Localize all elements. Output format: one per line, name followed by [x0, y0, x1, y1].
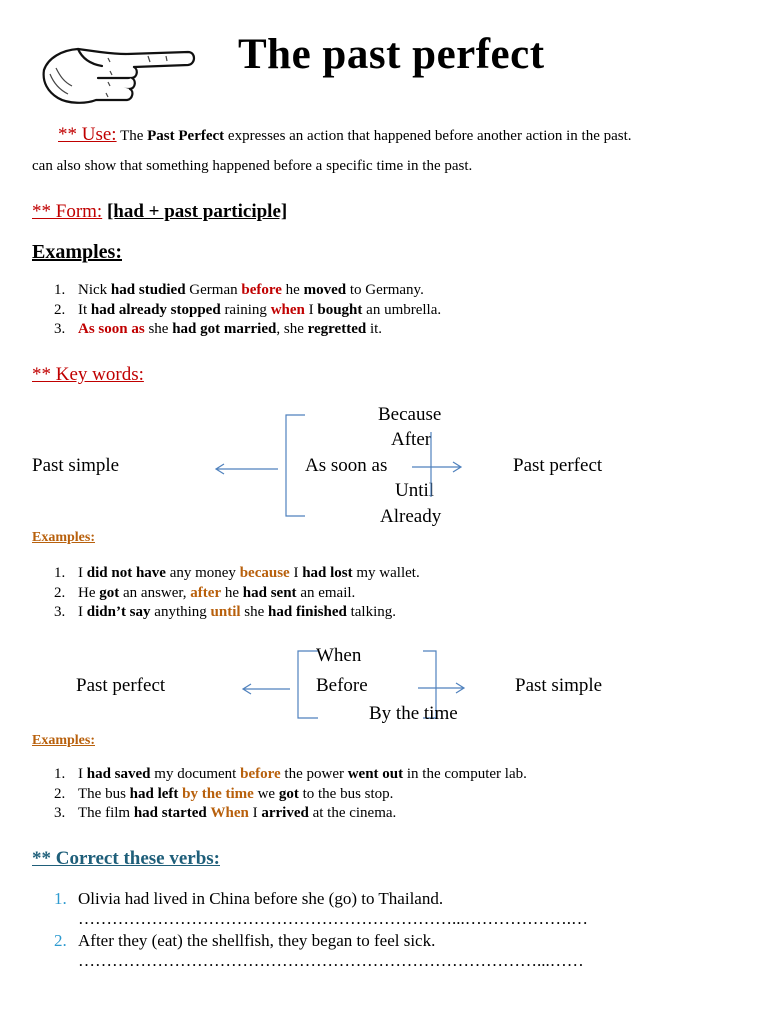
example-emphasis: had finished [268, 604, 347, 620]
example-text: to the bus stop. [298, 785, 394, 802]
example-emphasis: arrived [261, 805, 309, 821]
exercise-item: 2. After they (eat) the shellfish, they began to feel sick. [54, 931, 436, 950]
example-text: we [253, 785, 279, 802]
left-bracket [286, 415, 305, 516]
examples-subheading: Examples: [32, 530, 95, 545]
example-text: , she [276, 321, 308, 337]
example-text: an umbrella. [362, 301, 442, 318]
form-label: ** Form: [32, 201, 103, 222]
example-number: 1. [54, 282, 66, 298]
example-item [54, 565, 420, 585]
example-text: I [289, 565, 303, 581]
example-item [54, 805, 527, 825]
diagram1-word: Because [378, 404, 442, 425]
diagram1-word: Already [380, 506, 442, 527]
example-number: 1. [54, 565, 66, 581]
example-text: in the computer lab. [403, 766, 527, 782]
example-number: 2. [54, 785, 66, 802]
example-item [54, 585, 420, 605]
exercise-list [54, 889, 588, 973]
example-emphasis: had got married [172, 321, 277, 337]
example-text: to Germany. [346, 282, 424, 298]
correct-verbs-heading: ** Correct these verbs: [32, 848, 220, 869]
diagram2-word: When [316, 645, 362, 666]
example-text: any money [165, 565, 240, 581]
example-emphasis: had already stopped [90, 301, 221, 318]
right-arrow [418, 683, 464, 693]
left-arrow [243, 684, 290, 694]
example-item [54, 604, 420, 624]
diagram1-word: After [391, 429, 432, 450]
example-emphasis: bought [317, 301, 363, 318]
examples-heading: Examples: [32, 241, 122, 263]
example-text: he [281, 282, 304, 298]
diagram1-word: Until [395, 480, 435, 501]
example-emphasis: As soon as [78, 321, 145, 337]
example-text: she [240, 604, 269, 620]
example-text: an answer, [119, 584, 191, 601]
example-emphasis: had lost [302, 565, 353, 581]
example-text: my wallet. [352, 565, 420, 581]
example-item [54, 786, 527, 806]
example-text: I [78, 604, 87, 620]
example-emphasis: had studied [110, 282, 186, 298]
example-emphasis: had saved [86, 766, 151, 782]
example-emphasis: before [241, 282, 282, 298]
exercise-item: 1. Olivia had lived in China before she (go) to Thailand. [54, 889, 444, 908]
example-emphasis: before [240, 766, 281, 782]
example-emphasis: went out [347, 766, 404, 782]
example-item [54, 766, 527, 786]
term-past-perfect: Past Perfect [147, 128, 225, 144]
example-text: talking. [346, 604, 397, 620]
diagram1-left-label: Past simple [32, 455, 120, 476]
example-number: 2. [54, 301, 66, 318]
diagram2-left-label: Past perfect [76, 675, 166, 696]
example-emphasis: had sent [242, 584, 297, 601]
diagram2-word: Before [316, 675, 368, 696]
example-emphasis: had started [133, 805, 207, 821]
use-definition: ** Use: The Past Perfect expresses an action that happened before another action in the past. [58, 124, 632, 145]
page-title: The past perfect [238, 31, 545, 78]
example-number: 1. [54, 766, 66, 782]
example-emphasis: regretted [307, 321, 367, 337]
example-text: it. [366, 321, 383, 337]
example-emphasis: moved [303, 282, 347, 298]
example-text: the power [280, 766, 348, 782]
diagram2-right-label: Past simple [515, 675, 603, 696]
example-emphasis: when [270, 301, 305, 318]
key-words-heading: ** Key words: [32, 364, 144, 385]
example-text: he [221, 584, 243, 601]
example-text: at the cinema. [308, 805, 397, 821]
examples-subheading: Examples: [32, 733, 95, 748]
examples-list-2 [54, 565, 420, 624]
example-text: It [78, 301, 91, 318]
example-number: 3. [54, 805, 66, 821]
example-text: I [78, 565, 87, 581]
answer-blank[interactable]: …………………………………………………………...……………….… [78, 909, 588, 928]
diagram1-word: As soon as [305, 455, 388, 476]
example-text: The bus [78, 785, 130, 802]
example-emphasis: had left [129, 785, 179, 802]
example-text: an email. [296, 584, 356, 601]
diagram1-right-label: Past perfect [513, 455, 603, 476]
example-emphasis: got [278, 785, 299, 802]
example-emphasis: did not have [86, 565, 166, 581]
right-arrow [412, 462, 461, 472]
example-emphasis: until [210, 604, 241, 620]
example-text: I [304, 301, 318, 318]
diagram2-word: By the time [369, 703, 458, 724]
example-text: He [78, 584, 100, 601]
left-bracket [298, 651, 318, 718]
example-text: I [248, 805, 262, 821]
use-definition-continued: can also show that something happened before a specific time in the past. [32, 158, 473, 174]
example-text: my document [150, 766, 241, 782]
example-text: The film [78, 805, 134, 821]
answer-blank[interactable]: ………………………………………………………………………...…… [78, 951, 584, 970]
examples-list-3 [54, 766, 527, 825]
example-text: she [144, 321, 173, 337]
example-emphasis: When [210, 805, 249, 821]
example-text: raining [220, 301, 271, 318]
example-emphasis: didn’t say [86, 604, 151, 620]
example-text: I [78, 766, 87, 782]
example-emphasis: because [239, 565, 290, 581]
form-formula: [had + past participle] [106, 201, 288, 222]
example-text: Nick [78, 282, 111, 298]
left-arrow [216, 464, 278, 474]
example-emphasis: got [99, 584, 120, 601]
example-emphasis: by the time [182, 785, 254, 802]
example-emphasis: after [190, 584, 222, 601]
use-label: ** Use: [58, 124, 117, 145]
example-number: 3. [54, 604, 66, 620]
example-text: German [185, 282, 242, 298]
example-text: anything [150, 604, 211, 620]
example-number: 2. [54, 584, 66, 601]
example-number: 3. [54, 321, 66, 337]
